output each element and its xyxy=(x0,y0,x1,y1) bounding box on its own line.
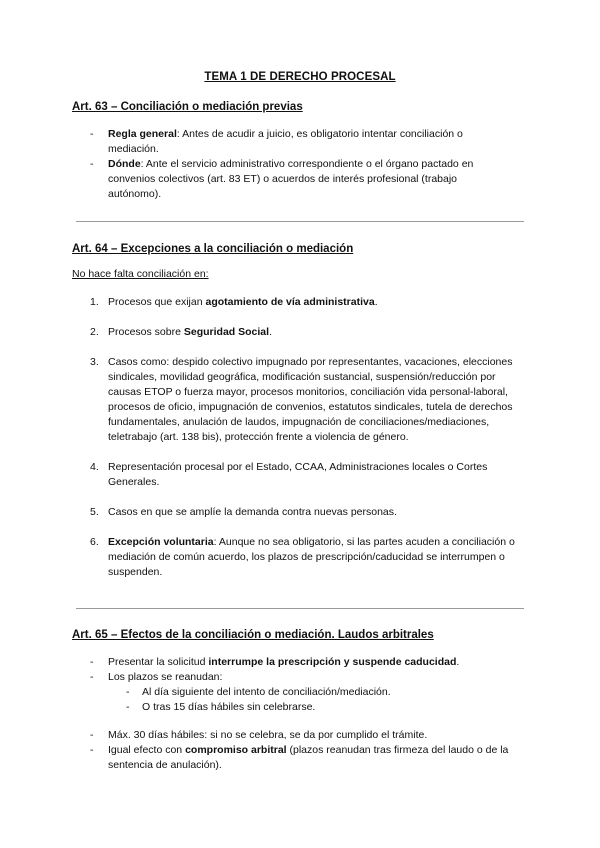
item-bold: interrumpe la prescripción y suspende caducidad xyxy=(208,656,457,668)
art63-list xyxy=(90,127,510,202)
list-item xyxy=(90,505,520,520)
art64-heading: Art. 64 – Excepciones a la conciliación o mediación xyxy=(72,243,354,255)
bullet-dash: - xyxy=(126,686,130,698)
item-text: Procesos que exijan xyxy=(108,296,206,308)
list-item xyxy=(90,655,510,670)
item-bold: Dónde xyxy=(108,158,141,170)
item-number: 4. xyxy=(90,461,99,473)
page-title: TEMA 1 DE DERECHO PROCESAL xyxy=(204,71,396,83)
item-text: . xyxy=(374,296,378,308)
bullet-dash: - xyxy=(90,744,94,756)
item-number: 3. xyxy=(90,356,99,368)
item-text: Casos como: despido colectivo impugnado por representantes, vacaciones, elecciones sindicales, movilidad geográfica, modificación sustancial, suspensión/reducción por causas ETOP o fuerza mayor, procesos monitorios, conciliación vida personal-laboral, procesos de oficio, impugnación de convenios, estatutos sindicales, tutela de derechos fundamentales, anulación de laudos, impugnación de conciliaciones/mediaciones, teletrabajo (art. 138 bis), protección frente a violencia de género. xyxy=(108,356,513,443)
list-item xyxy=(90,355,520,445)
item-text: : Ante el servicio administrativo correspondiente o el órgano pactado en convenios colectivos (art. 83 ET) o acuerdos de interés profesional (trabajo autónomo). xyxy=(108,158,474,200)
list-item xyxy=(90,670,510,715)
item-text: Presentar la solicitud xyxy=(108,656,209,668)
item-text: Máx. 30 días hábiles: si no se celebra, se da por cumplido el trámite. xyxy=(108,729,428,741)
list-item xyxy=(90,535,520,580)
item-number: 1. xyxy=(90,296,99,308)
list-item xyxy=(90,728,510,743)
item-bold: Regla general xyxy=(108,128,177,140)
item-bold: agotamiento de vía administrativa xyxy=(205,296,375,308)
item-number: 2. xyxy=(90,326,99,338)
item-text: : Aunque no sea obligatorio, si las partes acuden a conciliación o mediación de común acuerdo, los plazos de prescripción/caducidad se interrumpen o suspenden. xyxy=(108,536,515,578)
item-text: . xyxy=(269,326,272,338)
art63-heading: Art. 63 – Conciliación o mediación previas xyxy=(72,101,303,113)
bullet-dash: - xyxy=(90,671,94,683)
item-text: O tras 15 días hábiles sin celebrarse. xyxy=(142,701,316,713)
section-divider xyxy=(76,608,524,609)
item-bold: compromiso arbitral xyxy=(185,744,287,756)
item-text: Igual efecto con xyxy=(108,744,186,756)
list-item xyxy=(90,460,520,490)
item-text: (plazos reanudan tras firmeza del laudo o de la sentencia de anulación). xyxy=(108,744,509,771)
list-item xyxy=(90,127,510,157)
bullet-dash: - xyxy=(90,158,94,170)
bullet-dash: - xyxy=(126,701,130,713)
bullet-dash: - xyxy=(90,656,94,668)
item-text: . xyxy=(456,656,460,668)
item-text: Casos en que se amplíe la demanda contra nuevas personas. xyxy=(108,506,397,518)
bullet-dash: - xyxy=(90,729,94,741)
list-item xyxy=(90,157,510,202)
item-number: 5. xyxy=(90,506,99,518)
art65-list xyxy=(90,655,510,715)
item-text: : Antes de acudir a juicio, es obligatorio intentar conciliación o mediación. xyxy=(108,128,463,155)
art64-intro: No hace falta conciliación en: xyxy=(72,268,209,280)
sub-list xyxy=(108,685,510,715)
item-text: Procesos sobre xyxy=(108,326,184,338)
item-number: 6. xyxy=(90,536,99,548)
item-text: Representación procesal por el Estado, CCAA, Administraciones locales o Cortes Generales. xyxy=(108,461,488,488)
section-divider xyxy=(76,221,524,222)
art65-heading: Art. 65 – Efectos de la conciliación o mediación. Laudos arbitrales xyxy=(72,629,434,641)
item-bold: Excepción voluntaria xyxy=(108,536,214,548)
sub-list-item xyxy=(126,685,510,700)
item-text: Los plazos se reanudan: xyxy=(108,671,223,683)
art64-list xyxy=(90,295,520,595)
item-bold: Seguridad Social xyxy=(183,326,270,338)
list-item xyxy=(90,295,520,310)
sub-list-item xyxy=(126,700,510,715)
item-text: Al día siguiente del intento de conciliación/mediación. xyxy=(142,686,391,698)
art65-list-continued xyxy=(90,728,510,773)
bullet-dash: - xyxy=(90,128,94,140)
list-item xyxy=(90,743,510,773)
list-item xyxy=(90,325,520,340)
